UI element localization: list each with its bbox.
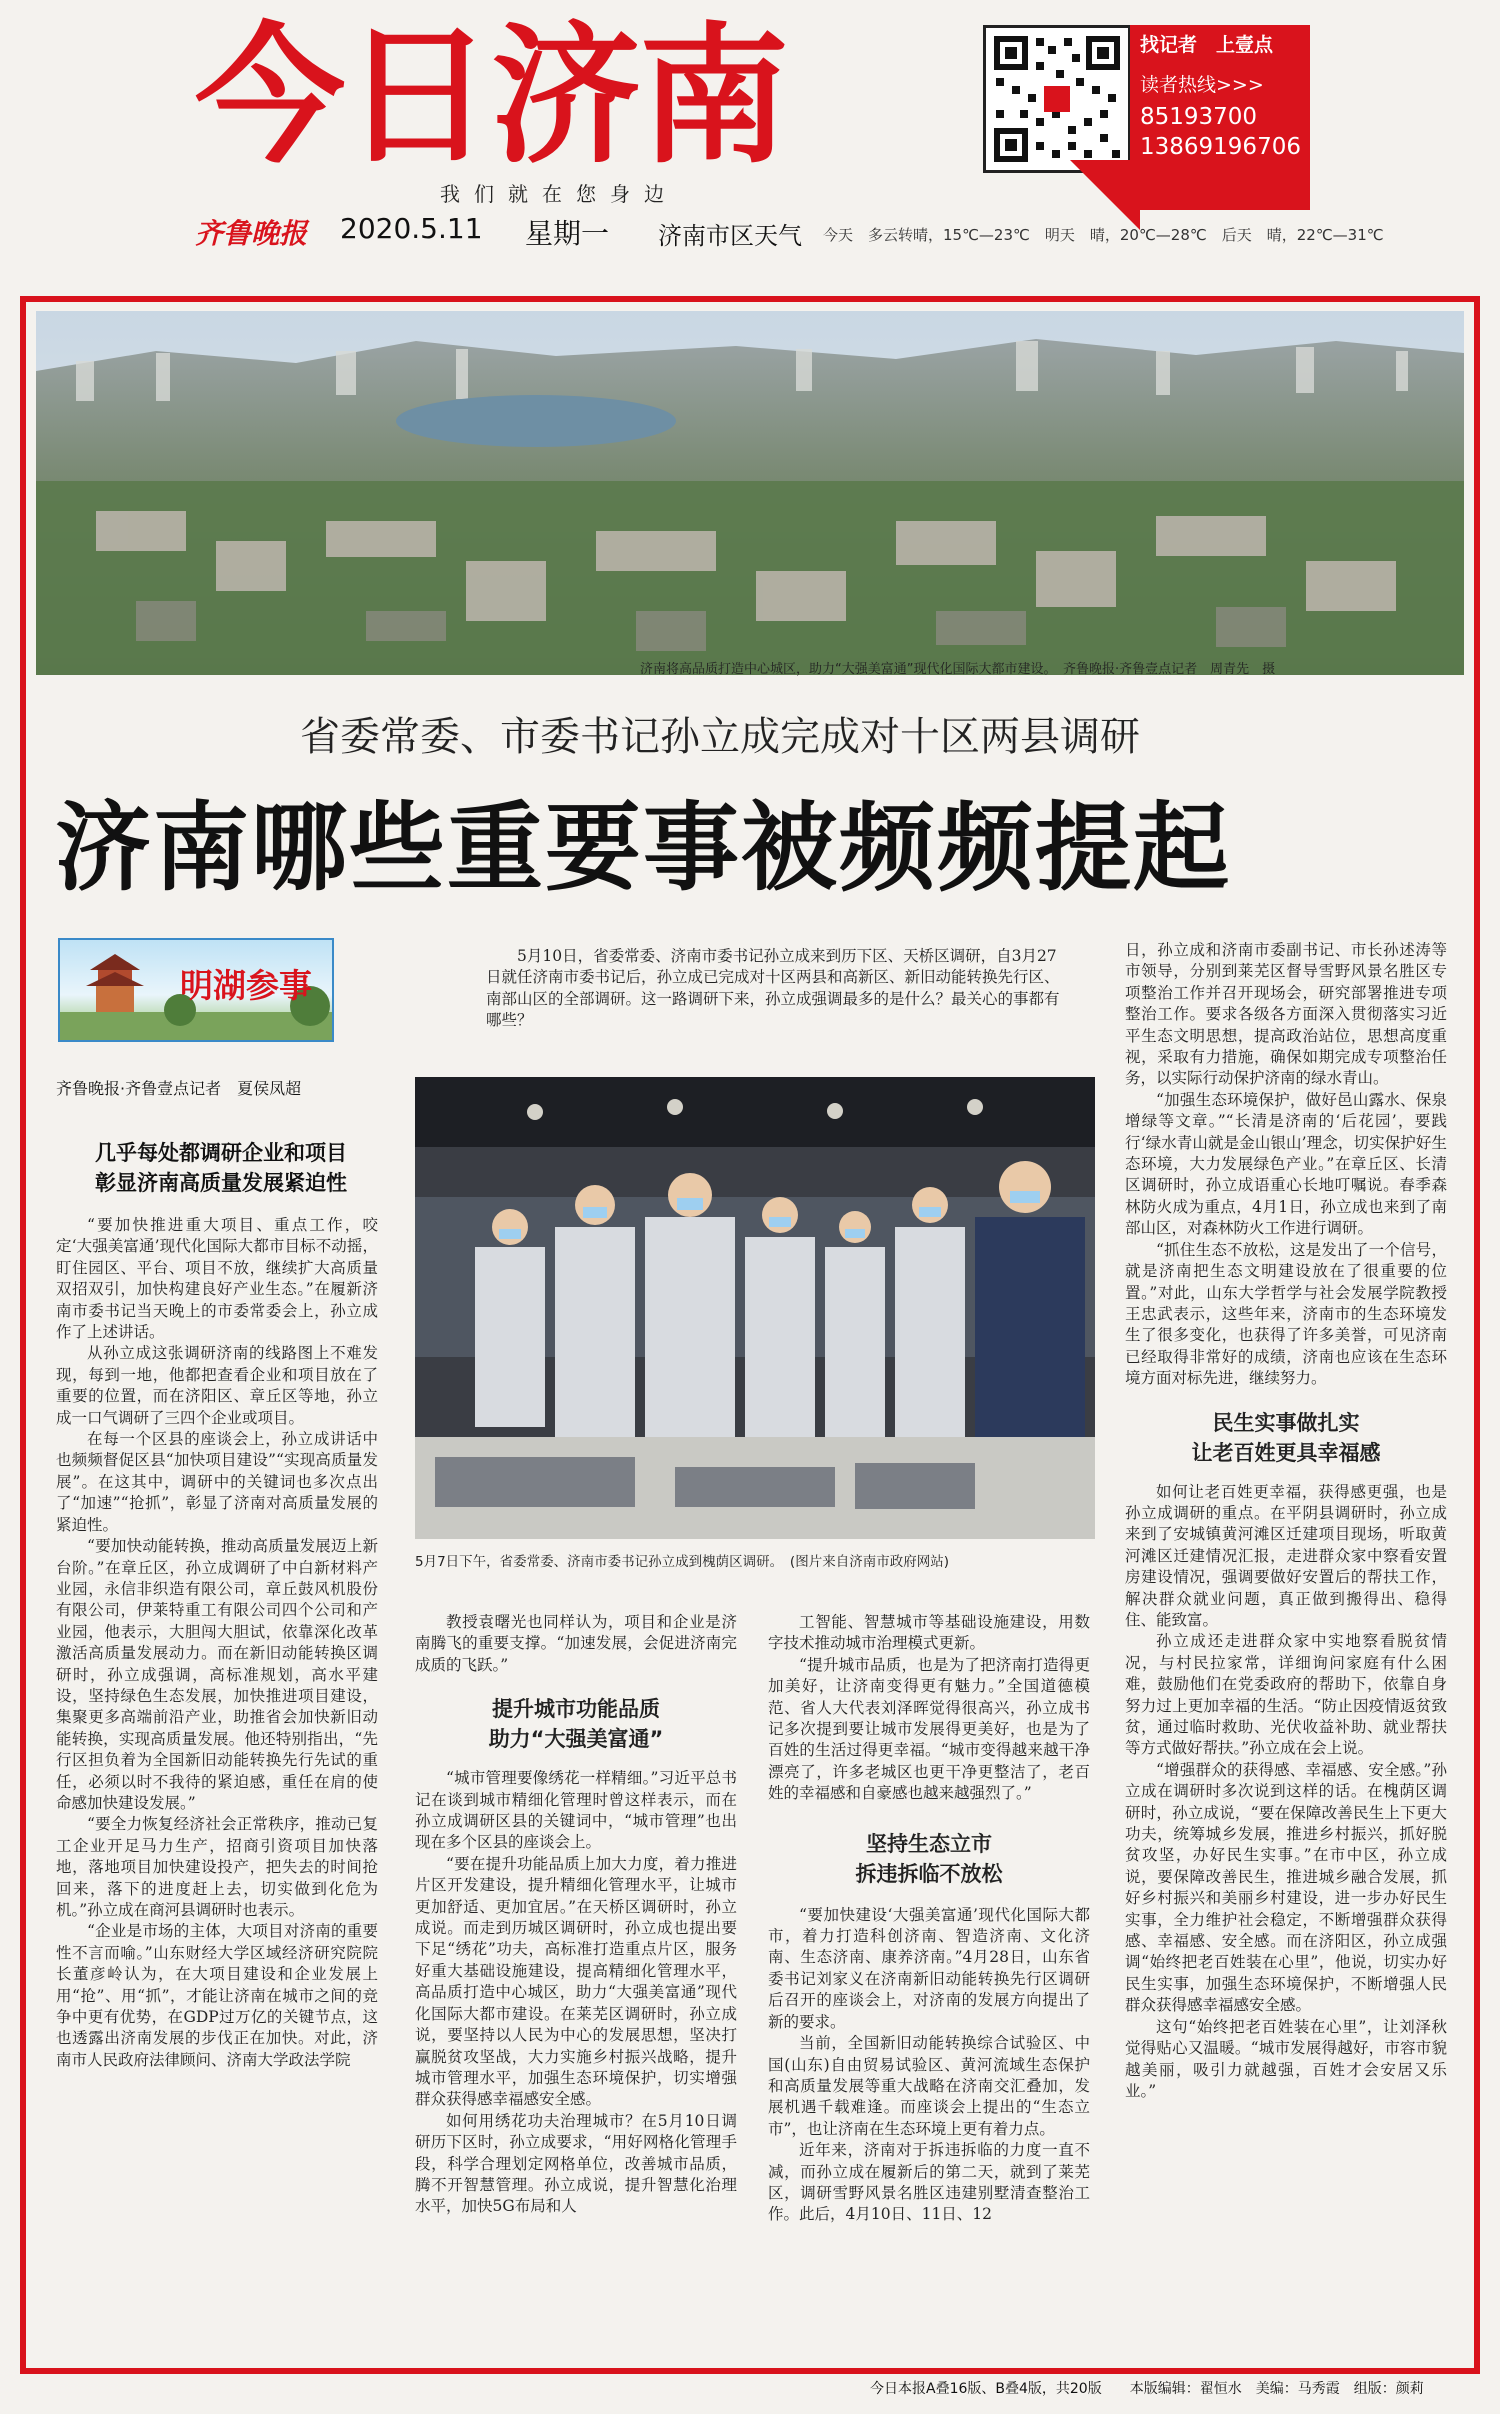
hotline-slogan: 找记者 上壹点 bbox=[1140, 34, 1274, 56]
qr-code-icon[interactable] bbox=[983, 25, 1131, 173]
article-intro bbox=[486, 946, 1066, 1032]
kicker-headline: 省委常委、市委书记孙立成完成对十区两县调研 bbox=[300, 714, 1140, 760]
hero-caption: 济南将高品质打造中心城区，助力“大强美富通”现代化国际大都市建设。 齐鲁晚报·齐鲁壹点记者 周青先 摄 bbox=[640, 662, 1276, 677]
paragraph: 日，孙立成和济南市委副书记、市长孙述涛等市领导，分别到莱芜区督导雪野风景名胜区专项整治工作并召开现场会，研究部署推进专项整治工作。要求各级各方面深入贯彻落实习近平生态文明思想，提高政治站位，思想高度重视，采取有力措施，确保如期完成专项整治任务，以实际行动保护济南的绿水青山。 bbox=[1125, 941, 1447, 1088]
column-3 bbox=[768, 1612, 1090, 2226]
paragraph: “增强群众的获得感、幸福感、安全感。”孙立成在调研时多次说到这样的话。在槐荫区调研时，孙立成说，“要在保障改善民生上下更大功夫，统筹城乡发展，推进乡村振兴，抓好脱贫攻坚，办好民生实事。”在市中区，孙立成说，要保障改善民生，推进城乡融合发展，抓好乡村振兴和美丽乡村建设，进一步办好民生实事，全力维护社会稳定，不断增强群众获得感、幸福感、安全感。而在济阳区，孙立成强调“始终把老百姓装在心里”，他说，切实办好民生实事，加强生态环境保护，不断增强人民群众获得感幸福感安全感。 bbox=[1125, 1760, 1447, 2015]
brand-mark: 齐鲁晚报 bbox=[195, 217, 308, 250]
paragraph: “城市管理要像绣花一样精细。”习近平总书记在谈到城市精细化管理时曾这样表示，而在孙立成调研区县的关键词中，“城市管理”也出现在多个区县的座谈会上。 bbox=[415, 1769, 737, 1852]
paragraph: 孙立成还走进群众家中实地察看脱贫情况，与村民拉家常，详细询问家庭有什么困难，鼓励他们在党委政府的帮助下，依靠自身努力过上更加幸福的生活。“防止因疫情返贫致贫，通过临时救助、光伏收益补助、就业帮扶等方式做好帮扶。”孙立成在会上说。 bbox=[1125, 1632, 1447, 1758]
subhead-3 bbox=[768, 1829, 1090, 1889]
subhead-4-line-1: 民生实事做扎实 bbox=[1212, 1410, 1360, 1435]
paragraph: “提升城市品质，也是为了把济南打造得更加美好，让济南变得更有魅力。”全国道德模范、省人大代表刘泽晖觉得很高兴，孙立成书记多次提到要让城市发展得更美好，也是为了百姓的生活过得更幸福。“城市变得越来越干净漂亮了，许多老城区也更干净更整洁了，老百姓的幸福感和自豪感也越来越强烈了。” bbox=[768, 1655, 1090, 1803]
hotline-phone-1[interactable]: 85193700 bbox=[1140, 104, 1258, 130]
photo-caption: 5月7日下午，省委常委、济南市委书记孙立成到槐荫区调研。 (图片来自济南市政府网站) bbox=[415, 1554, 949, 1570]
hotline-label: 读者热线>>> bbox=[1140, 74, 1264, 96]
paragraph: “企业是市场的主体，大项目对济南的重要性不言而喻。”山东财经大学区域经济研究院院长董彦岭认为，在大项目建设和企业发展上用“抢”、用“抓”，才能让济南在城市之间的竞争中更有优势，在GDP过万亿的关键节点，这也透露出济南发展的步伐正在加快。对此，济南市人民政府法律顾问、济南大学政法学院 bbox=[56, 1922, 378, 2069]
paragraph: “要全力恢复经济社会正常秩序，推动已复工企业开足马力生产，招商引资项目加快落地，落地项目加快建设投产，把失去的时间抢回来，落下的进度赶上去，切实做到化危为机。”孙立成在商河县调研时也表示。 bbox=[56, 1815, 378, 1919]
paragraph: 近年来，济南对于拆违拆临的力度一直不减，而孙立成在履新后的第二天，就到了莱芜区，调研雪野风景名胜区违建别墅清查整治工作。此后，4月10日、11日、12 bbox=[768, 2141, 1090, 2224]
paragraph: 在每一个区县的座谈会上，孙立成讲话中也频频督促区县“加快项目建设”“实现高质量发展”。在这其中，调研中的关键词也多次点出了“加速”“抢抓”，彰显了济南对高质量发展的紧迫性。 bbox=[56, 1430, 378, 1534]
paragraph: “要加快推进重大项目、重点工作，咬定‘大强美富通’现代化国际大都市目标不动摇，盯住园区、平台、项目不放，继续扩大高质量双招双引，加快构建良好产业生态。”在履新济南市委书记当天晚上的市委常委会上，孙立成作了上述讲话。 bbox=[56, 1216, 378, 1342]
masthead bbox=[0, 0, 1500, 206]
publication-date: 2020.5.11 bbox=[340, 212, 483, 245]
subhead-3-line-1: 坚持生态立市 bbox=[866, 1831, 992, 1856]
subhead-1-line-2: 彰显济南高质量发展紧迫性 bbox=[95, 1171, 347, 1195]
hotline-phone-2[interactable]: 13869196706 bbox=[1140, 134, 1301, 160]
column-badge-title: 明湖参事 bbox=[180, 966, 312, 1005]
column-4 bbox=[1125, 940, 1447, 2102]
paragraph: 如何让老百姓更幸福，获得感更强，也是孙立成调研的重点。在平阴县调研时，孙立成来到了安城镇黄河滩区迁建项目现场，听取黄河滩区迁建情况汇报，走进群众家中察看安置房建设情况，强调要做好安置后的帮扶工作，解决群众就业问题，真正做到搬得出、稳得住、能致富。 bbox=[1125, 1482, 1447, 1629]
inspection-photo bbox=[415, 1077, 1095, 1539]
subhead-4 bbox=[1125, 1408, 1447, 1468]
column-badge bbox=[58, 938, 334, 1042]
reader-hotline-box bbox=[1130, 25, 1310, 210]
paragraph: 工智能、智慧城市等基础设施建设，用数字技术推动城市治理模式更新。 bbox=[768, 1613, 1090, 1653]
subhead-2-line-1: 提升城市功能品质 bbox=[492, 1697, 660, 1722]
subhead-1 bbox=[56, 1138, 386, 1198]
paragraph: 当前，全国新旧动能转换综合试验区、中国(山东)自由贸易试验区、黄河流域生态保护和高质量发展等重大战略在济南交汇叠加，发展机遇千载难逢。而座谈会上提出的“生态立市”，也让济南在生态环境上更有着力点。 bbox=[768, 2034, 1090, 2138]
paragraph: “要在提升功能品质上加大力度，着力推进片区开发建设，提升精细化管理水平，让城市更加舒适、更加宜居。”在天桥区调研时，孙立成说。而走到历城区调研时，孙立成也提出要下足“绣花”功夫，高标准打造重点片区，服务好重大基础设施建设，提高精细化管理水平，高品质打造中心城区，助力“大强美富通”现代化国际大都市建设。在莱芜区调研时，孙立成说，要坚持以人民为中心的发展思想，坚决打赢脱贫攻坚战，大力实施乡村振兴战略，提升城市管理水平，加强生态环境保护，切实增强群众获得感幸福感安全感。 bbox=[415, 1854, 737, 2109]
paragraph: “加强生态环境保护，做好邑山露水、保泉增绿等文章。”“长清是济南的‘后花园’，要践行‘绿水青山就是金山银山’理念，切实保护好生态环境，大力发展绿色产业。”在章丘区、长清区调研时，孙立成语重心长地叮嘱说。春季森林防火成为重点，4月1日，孙立成也来到了南部山区，对森林防火工作进行调研。 bbox=[1125, 1090, 1447, 1238]
paragraph: 如何用绣花功夫治理城市？在5月10日调研历下区时，孙立成要求，“用好网格化管理手段，科学合理划定网格单位，改善城市品质，腾不开智慧管理。孙立成说，提升智慧化治理水平，加快5G布局和人 bbox=[415, 2111, 737, 2216]
subhead-4-line-2: 让老百姓更具幸福感 bbox=[1191, 1440, 1381, 1465]
subhead-2-line-2: 助力“大强美富通” bbox=[488, 1727, 664, 1752]
hero-photo bbox=[36, 311, 1464, 675]
main-headline: 济南哪些重要事被频频提起 bbox=[55, 792, 1231, 904]
newspaper-logo: 今日济南 bbox=[195, 10, 788, 184]
page-footer: 今日本报A叠16版、B叠4版，共20版 本版编辑：翟恒水 美编：马秀霞 组版：颜莉 bbox=[870, 2381, 1424, 2397]
qr-code-graphic bbox=[986, 28, 1128, 170]
subhead-3-line-2: 拆违拆临不放松 bbox=[855, 1861, 1003, 1886]
subhead-1-line-1: 几乎每处都调研企业和项目 bbox=[95, 1141, 347, 1165]
intro-text: 5月10日，省委常委、济南市委书记孙立成来到历下区、天桥区调研，自3月27日就任济南市委书记后，孙立成已完成对十区两县和高新区、新旧动能转换先行区、南部山区的全部调研。这一路调研下来，孙立成强调最多的是什么？最关心的事都有哪些？ bbox=[486, 947, 1060, 1030]
column-1 bbox=[56, 1215, 378, 2071]
byline: 齐鲁晚报·齐鲁壹点记者 夏侯凤超 bbox=[56, 1079, 302, 1098]
city-panorama-graphic bbox=[36, 311, 1464, 675]
paragraph: “要加快动能转换，推动高质量发展迈上新台阶。”在章丘区，孙立成调研了中白新材料产业园，永信非织造有限公司，章丘鼓风机股份有限公司，伊莱特重工有限公司四个公司和产业园，他表示，大胆闯大胆试，依靠深化改革激活高质量发展动力。而在新旧动能转换区调研时，孙立成强调，高标准规划，高水平建设，坚持绿色生态发展，加快推进项目建设，集聚更多高端前沿产业，助推省会加快新旧动能转换，实现高质量发展。他还特别指出，“先行区担负着为全国新旧动能转换先行先试的重任，必须以时不我待的紧迫感，重任在肩的使命感加快建设发展。” bbox=[56, 1537, 378, 1812]
weather-forecast: 今天 多云转晴，15℃—23℃ 明天 晴，20℃—28℃ 后天 晴，22℃—31℃ bbox=[823, 226, 1384, 244]
paragraph: “要加快建设‘大强美富通’现代化国际大都市，着力打造科创济南、智造济南、文化济南、生态济南、康养济南。”4月28日，山东省委书记刘家义在济南新旧动能转换先行区调研后召开的座谈会上，对济南的发展方向提出了新的要求。 bbox=[768, 1905, 1090, 2031]
paragraph: 这句“始终把老百姓装在心里”，让刘泽秋觉得贴心又温暖。“城市发展得越好，市容市貌越美丽，吸引力就越强，百姓才会安居又乐业。” bbox=[1125, 2017, 1447, 2100]
paragraph: 从孙立成这张调研济南的线路图上不难发现，每到一地，他都把查看企业和项目放在了重要的位置，而在济阳区、章丘区等地，孙立成一口气调研了三四个企业或项目。 bbox=[56, 1344, 378, 1427]
weekday: 星期一 bbox=[525, 217, 610, 250]
slogan: 我们就在您身边 bbox=[440, 182, 678, 206]
date-bar bbox=[195, 212, 1455, 252]
paragraph: 教授袁曙光也同样认为，项目和企业是济南腾飞的重要支撑。“加速发展，会促进济南完成质的飞跃。” bbox=[415, 1613, 737, 1674]
paragraph: “抓住生态不放松，这是发出了一个信号，就是济南把生态文明建设放在了很重要的位置。”对此，山东大学哲学与社会发展学院教授王忠武表示，这些年来，济南市的生态环境发生了很多变化，也获得了许多美誉，可见济南已经取得非常好的成绩，济南也应该在生态环境方面对标先进，继续努力。 bbox=[1125, 1240, 1447, 1388]
column-2 bbox=[415, 1612, 737, 2218]
subhead-2 bbox=[415, 1694, 737, 1754]
inspection-photo-graphic bbox=[415, 1077, 1095, 1539]
weather-title: 济南市区天气 bbox=[658, 222, 802, 250]
